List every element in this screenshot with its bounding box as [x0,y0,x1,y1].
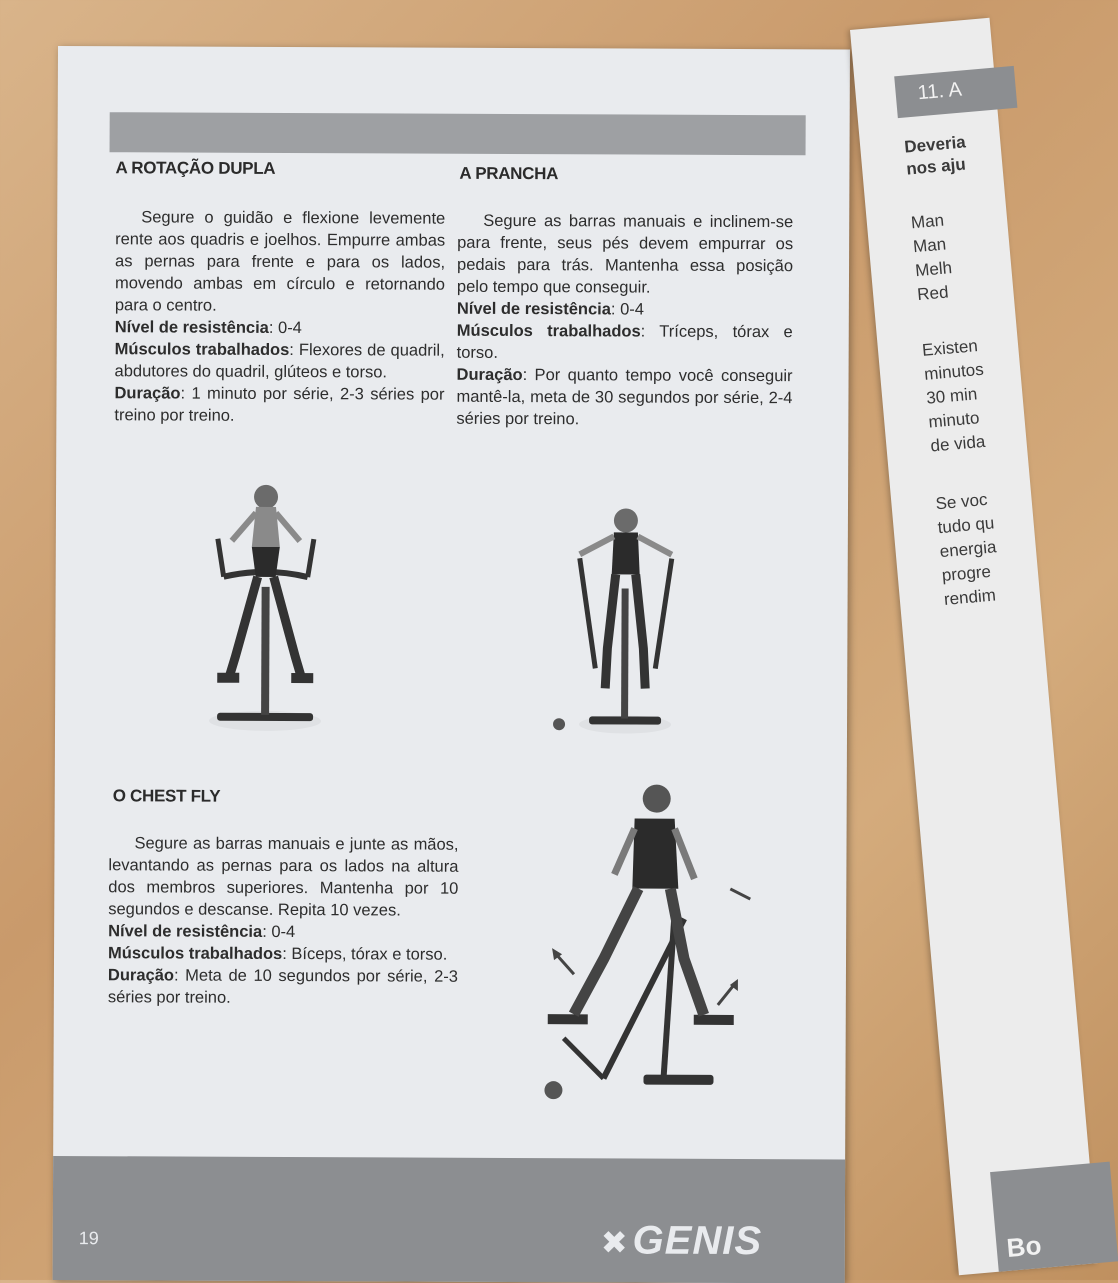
adjacent-line: de vida [929,431,987,456]
brand-name: GENIS [632,1218,763,1264]
section-body-chest-fly [108,832,459,1010]
resistance-value: : 0-4 [268,318,302,338]
resistance-value: : 0-4 [262,922,296,942]
adjacent-line: Man [912,234,947,257]
adjacent-page [850,18,1098,1275]
page-footer [53,1156,846,1283]
adjacent-line: Melh [914,258,953,281]
adjacent-footer-text: Bo [1005,1230,1043,1263]
adjacent-line: minuto [927,408,981,432]
logo-icon: ✖ [600,1224,629,1261]
resistance-value: : 0-4 [610,300,645,319]
manual-page [53,46,850,1283]
section-header-bar [110,112,806,155]
section-title-prancha: A PRANCHA [459,163,559,184]
exercise-description: Segure as barras manuais e junte as mãos, levantando as pernas para os lados na altura dos membros superiores. Mantenha por 10 segundos e descanse. Repita 10 vezes. [108,834,459,920]
exercise-description: Segure o guidão e flexione levemente rente aos quadris e joelhos. Empurre ambas as pernas para frente e para os lados, movendo ambas em círculo e retornando para o centro. [114,208,446,315]
section-title-chest-fly: O CHEST FLY [112,786,221,806]
section-body-prancha [456,210,793,431]
duration-label: Duração [107,966,175,985]
rotacao-dupla-illustration [195,477,336,738]
exercise-description: Segure as barras manuais e inclinem-se para frente, seus pés devem empurrar os pedais para trás. Mantenha essa posição pelo tempo que conseguir. [456,211,794,297]
duration-label: Duração [114,384,181,403]
resistance-label: Nível de resistência [108,922,263,941]
adjacent-line: nos aju [905,154,967,179]
muscles-value: : Flexores de quadril, abdutores do quadril, glúteos e torso. [114,341,445,382]
section-title-rotacao-dupla: A ROTAÇÃO DUPLA [115,158,276,178]
adjacent-line: Man [910,210,945,233]
adjacent-line: 30 min [925,384,979,408]
adjacent-footer [990,1162,1118,1272]
muscles-value: : Tríceps, tórax e torso. [456,322,793,362]
prancha-illustration [555,498,696,739]
muscles-label: Músculos trabalhados [456,321,641,341]
duration-value: : Meta de 10 segundos por série, 2-3 séries por treino. [107,966,458,1007]
muscles-label: Músculos trabalhados [108,944,283,963]
chest-fly-illustration [533,778,754,1109]
section-body-rotacao-dupla [114,206,445,427]
muscles-label: Músculos trabalhados [114,340,290,360]
brand-logo [601,1218,762,1264]
duration-value: : 1 minuto por série, 2-3 séries por treino por treino. [114,384,445,425]
adjacent-line: progre [941,561,992,586]
adjacent-line: energia [938,537,998,562]
resistance-label: Nível de resistência [114,318,269,337]
adjacent-line: Red [916,282,950,305]
adjacent-header-bar [894,66,1017,118]
adjacent-header: 11. A [916,78,963,105]
adjacent-line: Existen [921,336,979,360]
adjacent-line: Deveria [903,132,967,157]
adjacent-line: Se voc [934,489,989,514]
resistance-label: Nível de resistência [456,299,611,319]
muscles-value: : Bíceps, tórax e torso. [282,944,448,964]
page-number: 19 [78,1228,99,1249]
adjacent-line: minutos [923,359,985,384]
adjacent-line: tudo qu [936,513,996,538]
duration-label: Duração [456,365,523,385]
duration-value: : Por quanto tempo você conseguir mantê-la, meta de 30 segundos por série, 2-4 séries por treino. [456,366,793,429]
adjacent-line: rendim [943,585,997,609]
